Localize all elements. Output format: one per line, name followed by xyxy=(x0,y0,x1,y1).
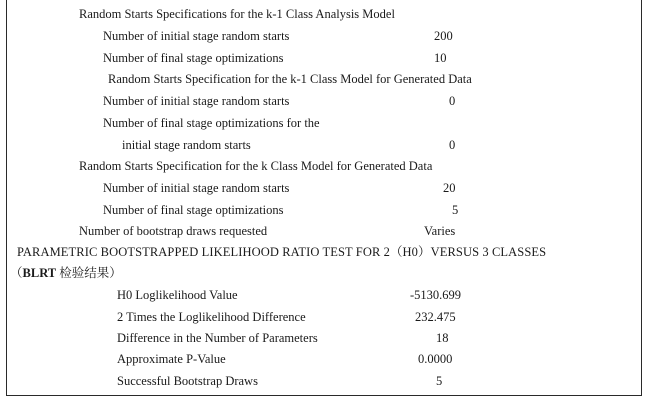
k1-analysis-final-value: 10 xyxy=(434,51,447,65)
blrt-subheading-rest: 检验结果） xyxy=(56,266,122,280)
k-generated-initial-value: 20 xyxy=(443,181,456,195)
k1-generated-final-label-line1: Number of final stage optimizations for the xyxy=(103,116,320,130)
output-frame xyxy=(6,0,642,396)
blrt-row-label: Difference in the Number of Parameters xyxy=(117,331,318,345)
section-title-k-generated: Random Starts Specification for the k Class Model for Generated Data xyxy=(79,159,433,173)
k1-analysis-final-label: Number of final stage optimizations xyxy=(103,51,284,65)
k1-generated-final-label-line2: initial stage random starts xyxy=(122,138,251,152)
blrt-heading: PARAMETRIC BOOTSTRAPPED LIKELIHOOD RATIO TEST FOR 2（H0）VERSUS 3 CLASSES xyxy=(17,245,547,259)
blrt-row-value: 18 xyxy=(436,331,449,345)
section-title-k1-generated: Random Starts Specification for the k-1 Class Model for Generated Data xyxy=(108,72,472,86)
k-generated-initial-label: Number of initial stage random starts xyxy=(103,181,290,195)
blrt-row-label: Approximate P-Value xyxy=(117,352,226,366)
blrt-row-label: Successful Bootstrap Draws xyxy=(117,374,258,388)
k1-generated-final-value: 0 xyxy=(449,138,456,152)
bootstrap-draws-label: Number of bootstrap draws requested xyxy=(79,224,268,238)
blrt-row-value: 232.475 xyxy=(415,310,456,324)
k-generated-final-label: Number of final stage optimizations xyxy=(103,203,284,217)
k1-analysis-initial-value: 200 xyxy=(434,29,453,43)
blrt-subheading-open: （ xyxy=(10,266,23,280)
k-generated-final-value: 5 xyxy=(452,203,459,217)
blrt-subheading xyxy=(10,266,122,280)
section-title-k1-analysis: Random Starts Specifications for the k-1 Class Analysis Model xyxy=(79,7,395,21)
k1-generated-initial-value: 0 xyxy=(449,94,456,108)
k1-analysis-initial-label: Number of initial stage random starts xyxy=(103,29,290,43)
blrt-row-label: 2 Times the Loglikelihood Difference xyxy=(117,310,306,324)
blrt-subheading-bold: BLRT xyxy=(22,266,57,280)
blrt-row-value: -5130.699 xyxy=(410,288,462,302)
bootstrap-draws-value: Varies xyxy=(424,224,456,238)
blrt-row-value: 5 xyxy=(436,374,443,388)
blrt-row-value: 0.0000 xyxy=(418,352,453,366)
k1-generated-initial-label: Number of initial stage random starts xyxy=(103,94,290,108)
blrt-row-label: H0 Loglikelihood Value xyxy=(117,288,238,302)
